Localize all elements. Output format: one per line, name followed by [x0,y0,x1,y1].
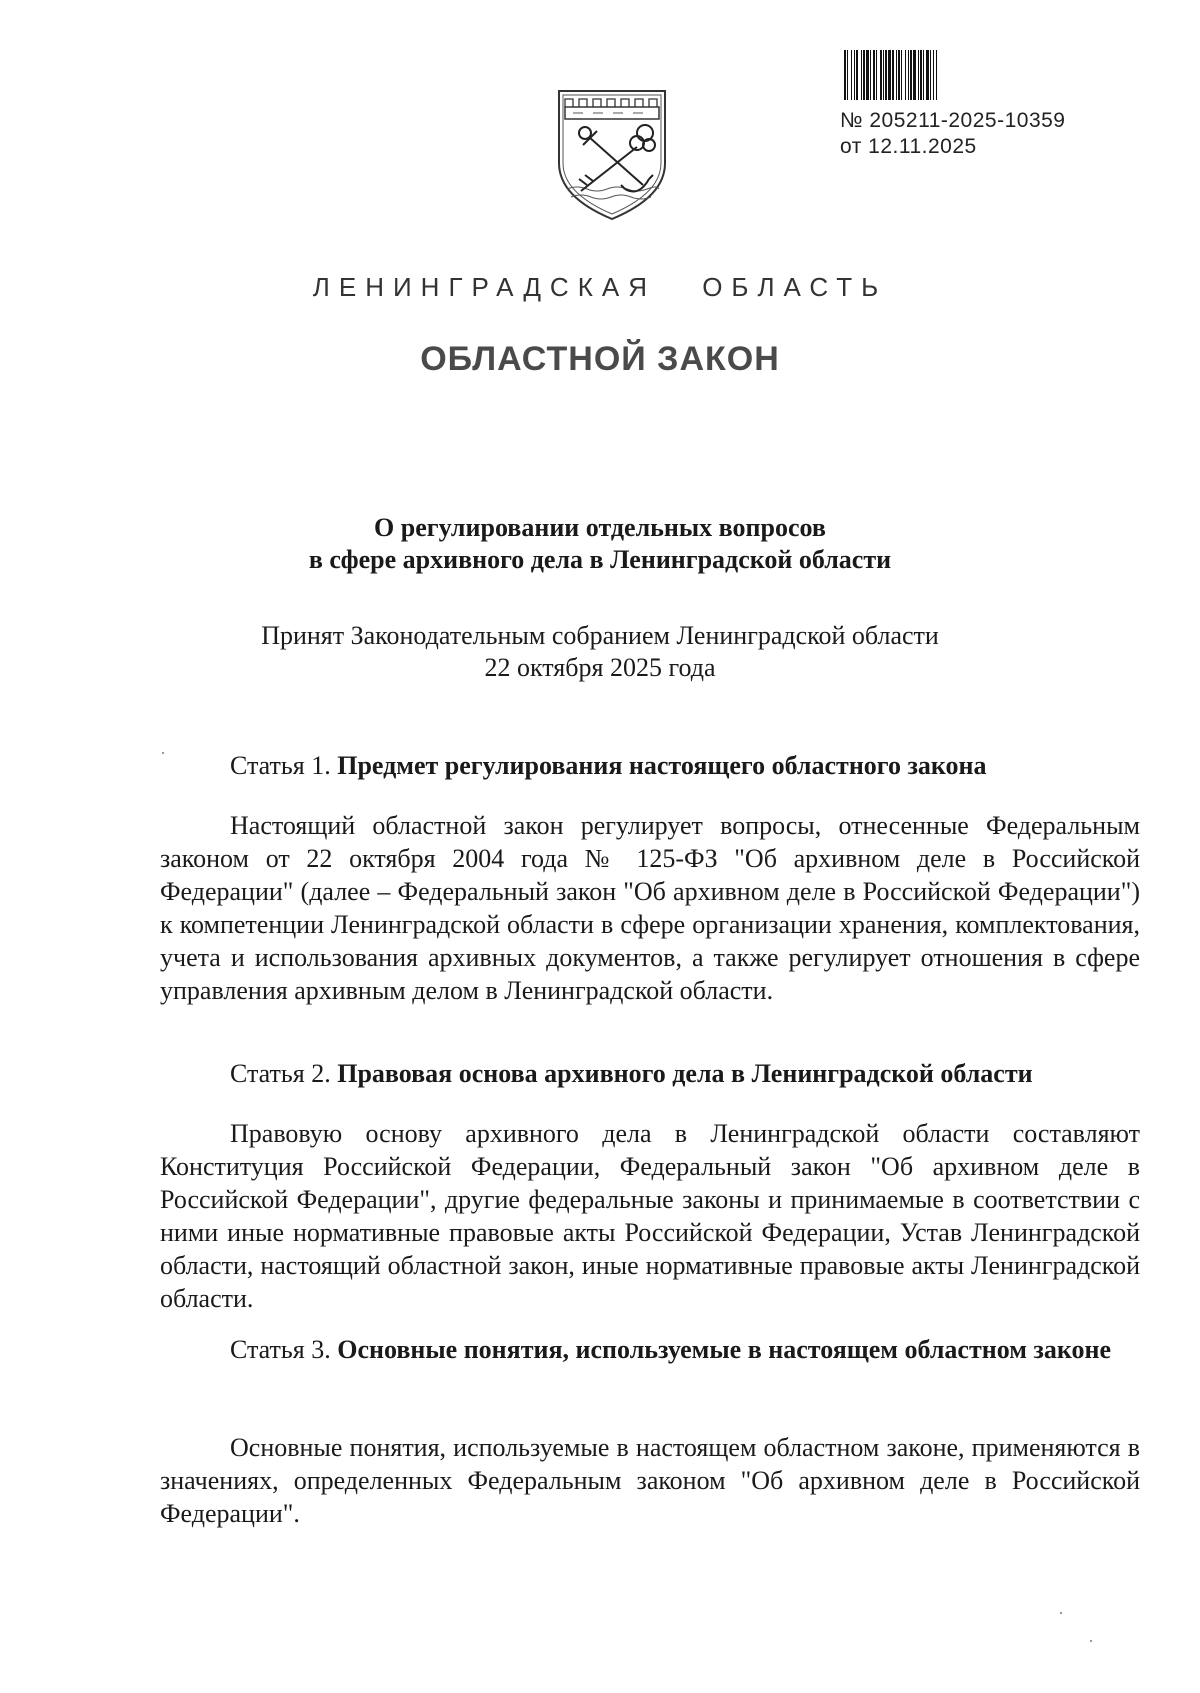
law-title-line-1: О регулировании отдельных вопросов [374,513,826,542]
article-3-body [160,1431,1140,1530]
coat-of-arms-icon [553,85,671,225]
article-1-body [160,809,1140,1007]
article-heading [160,1333,1140,1366]
article-label: Статья 1. [230,751,331,780]
article-title: Предмет регулирования настоящего областного закона [337,751,987,780]
article-title: Основные понятия, используемые в настоящем областном законе [337,1335,1112,1364]
scan-speck [1090,1640,1092,1642]
barcode [844,50,1104,100]
adoption-note [0,620,1200,684]
article-label: Статья 3. [230,1335,331,1364]
law-title [0,512,1200,576]
article-text: Настоящий областной закон регулирует вопросы, отнесенные Федеральным законом от 22 октября 2004 года № 125-ФЗ "Об архивном деле в Российской Федерации" (далее – Федеральный закон "Об архивном деле в Российской Федерации") к компетенции Ленинградской области в сфере организации хранения, комплектования, учета и использования архивных документов, а также регулирует отношения в сфере управления архивным делом в Ленинградской области. [160,811,1140,1005]
article-1 [160,749,1140,782]
article-heading [160,749,1140,782]
adoption-line-1: Принят Законодательным собранием Ленинградской области [261,621,939,650]
scan-speck [1060,1612,1062,1614]
adoption-line-2: 22 октября 2025 года [484,653,716,682]
registration-date: от 12.11.2025 [840,135,977,158]
region-title: ЛЕНИНГРАДСКАЯ ОБЛАСТЬ [312,272,888,302]
article-text: Правовую основу архивного дела в Ленинградской области составляют Конституция Российской Федерации, Федеральный закон "Об архивном деле в Российской Федерации", другие федеральные законы и принимаемые в соответствии с ними иные нормативные правовые акты Российской Федерации, Устав Ленинградской области, настоящий областной закон, иные нормативные правовые акты Ленинградской области. [160,1119,1140,1313]
article-2 [160,1057,1140,1090]
article-label: Статья 2. [230,1059,331,1088]
article-title: Правовая основа архивного дела в Ленинградской области [337,1059,1033,1088]
law-title-line-2: в сфере архивного дела в Ленинградской области [308,545,892,574]
article-text: Основные понятия, используемые в настоящем областном законе, применяются в значениях, определенных Федеральным законом "Об архивном деле в Российской Федерации". [160,1433,1140,1528]
registration-block [840,50,1120,160]
scan-speck [162,752,164,754]
article-3 [160,1333,1140,1366]
barcode-bar [937,50,940,100]
article-heading [160,1057,1140,1090]
registration-number: № 205211-2025-10359 [840,109,1066,132]
document-type: ОБЛАСТНОЙ ЗАКОН [420,340,780,378]
article-2-body [160,1117,1140,1315]
